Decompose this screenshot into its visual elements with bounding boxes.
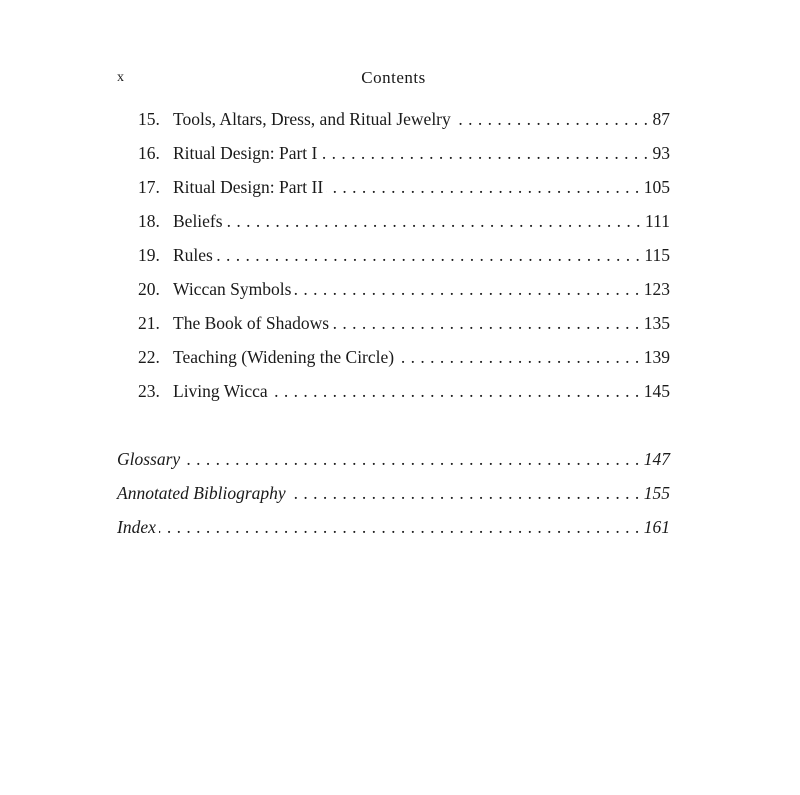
page-reference: 147 — [643, 449, 670, 469]
page-reference: 123 — [643, 279, 670, 299]
chapter-number: 20. — [138, 279, 160, 299]
chapter-title: Beliefs — [173, 211, 223, 231]
chapter-number: 19. — [138, 245, 160, 265]
dot-leader — [289, 476, 640, 510]
dot-leader — [159, 510, 640, 544]
chapter-title: Ritual Design: Part I — [173, 143, 318, 163]
back-matter-title: Glossary — [117, 449, 181, 469]
chapter-title: Rules — [173, 245, 213, 265]
toc-entry-chapter-16 — [117, 136, 670, 170]
chapter-number: 18. — [138, 211, 160, 231]
toc-entry-index — [117, 510, 670, 544]
chapter-title: Wiccan Symbols — [173, 279, 292, 299]
dot-leader — [216, 238, 641, 272]
dot-leader — [183, 442, 640, 476]
dot-leader — [271, 374, 640, 408]
toc-entry-chapter-17 — [117, 170, 670, 204]
dot-leader — [332, 306, 640, 340]
toc-entry-chapter-19 — [117, 238, 670, 272]
chapter-number: 21. — [138, 313, 160, 333]
chapter-number: 15. — [138, 109, 160, 129]
toc-entry-chapter-20 — [117, 272, 670, 306]
chapter-number: 23. — [138, 381, 160, 401]
table-of-contents — [117, 102, 670, 544]
chapter-title: Tools, Altars, Dress, and Ritual Jewelry — [173, 109, 451, 129]
page-reference: 161 — [643, 517, 670, 537]
toc-entry-chapter-15 — [117, 102, 670, 136]
back-matter-title: Annotated Bibliography — [117, 483, 286, 503]
page-number: x — [117, 70, 124, 85]
back-matter-title: Index — [117, 517, 156, 537]
page-reference: 87 — [652, 109, 670, 129]
toc-entry-chapter-21 — [117, 306, 670, 340]
toc-entry-chapter-18 — [117, 204, 670, 238]
page-reference: 111 — [645, 211, 670, 231]
running-title: Contents — [361, 68, 426, 87]
toc-entry-chapter-23 — [117, 374, 670, 408]
toc-entry-annotated-bibliography — [117, 476, 670, 510]
page-reference: 93 — [652, 143, 670, 163]
page-header — [117, 68, 670, 92]
toc-entry-glossary — [117, 442, 670, 476]
page-reference: 155 — [643, 483, 670, 503]
page-reference: 139 — [643, 347, 670, 367]
chapter-title: Living Wicca — [173, 381, 268, 401]
chapter-title: Ritual Design: Part II — [173, 177, 324, 197]
dot-leader — [320, 136, 648, 170]
chapter-number: 17. — [138, 177, 160, 197]
section-gap — [117, 408, 670, 442]
page-reference: 105 — [643, 177, 670, 197]
dot-leader — [397, 340, 640, 374]
chapter-title: Teaching (Widening the Circle) — [173, 347, 395, 367]
chapter-number: 22. — [138, 347, 160, 367]
page-reference: 115 — [644, 245, 670, 265]
dot-leader — [294, 272, 639, 306]
toc-entry-chapter-22 — [117, 340, 670, 374]
dot-leader — [326, 170, 640, 204]
dot-leader — [226, 204, 641, 238]
page-reference: 145 — [643, 381, 670, 401]
chapter-title: The Book of Shadows — [173, 313, 330, 333]
chapter-number: 16. — [138, 143, 160, 163]
page-reference: 135 — [643, 313, 670, 333]
dot-leader — [454, 102, 649, 136]
